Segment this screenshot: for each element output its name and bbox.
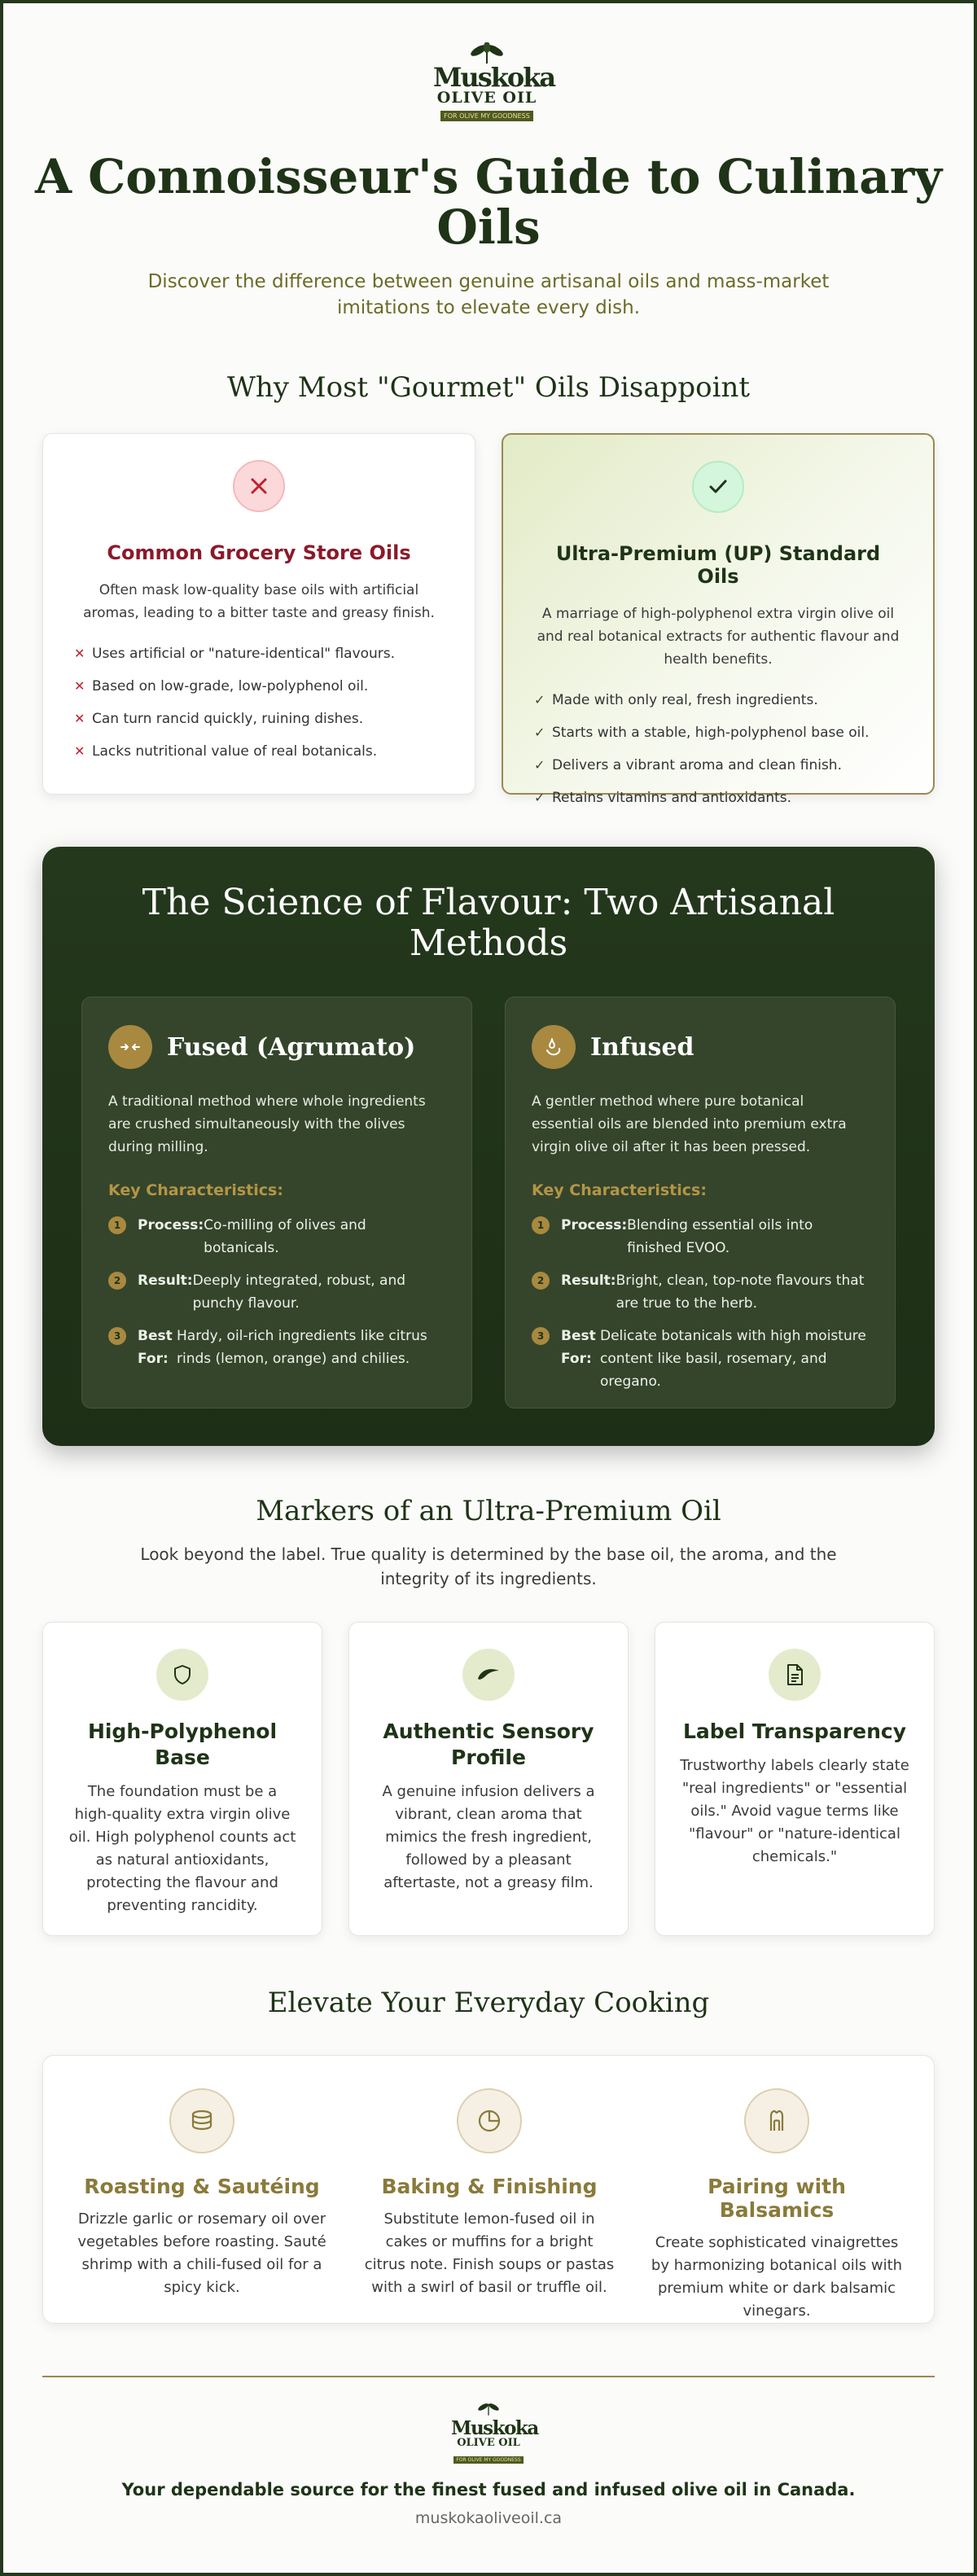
premium-oils-list <box>534 684 902 814</box>
characteristic-text: Bright, clean, top-note flavours that are true to the herb. <box>616 1273 865 1312</box>
premium-oils-card <box>502 433 935 806</box>
list-item-text: Can turn rancid quickly, ruining dishes. <box>92 711 364 727</box>
cooking-text: Substitute lemon-fused oil in cakes or muffins for a bright citrus note. Finish soups or pastas with a swirl of basil or truffle oil. <box>364 2210 615 2296</box>
fused-method-header <box>108 1025 445 1069</box>
characteristic-text: Co-milling of olives and botanicals. <box>204 1217 366 1256</box>
characteristic-text: Delicate botanicals with high moisture content like basil, rosemary, and oregano. <box>600 1328 866 1390</box>
characteristic-item <box>108 1325 445 1370</box>
science-section <box>42 847 935 1446</box>
premium-oils-description: A marriage of high-polyphenol extra virgin olive oil and real botanical extracts for authentic flavour and health benefits. <box>537 606 900 668</box>
wind-icon <box>462 1649 515 1701</box>
cooking-title: Pairing with Balsamics <box>708 2175 846 2222</box>
page-subtitle: Discover the difference between genuine artisanal oils and mass-market imitations to elevate every dish. <box>147 271 830 318</box>
x-mark-icon: ✕ <box>74 743 85 759</box>
grocery-oils-card <box>42 433 475 795</box>
marker-title: High-Polyphenol Base <box>87 1720 278 1769</box>
characteristic-label: Best For: <box>138 1328 173 1367</box>
marker-text: The foundation must be a high-quality extra virgin olive oil. High polyphenol counts act as natural antioxidants, protecting the flavour and preventing rancidity. <box>68 1783 296 1914</box>
infused-method-description: A gentler method where pure botanical essential oils are blended into premium extra virgin olive oil after it has been pressed. <box>532 1093 847 1155</box>
fused-characteristics-list <box>108 1214 445 1370</box>
list-item <box>534 716 902 749</box>
markers-intro: Look beyond the label. True quality is determined by the base oil, the aroma, and the integrity of its ingredients. <box>140 1544 837 1588</box>
markers-heading: Markers of an Ultra-Premium Oil <box>256 1495 721 1527</box>
characteristic-item <box>532 1269 869 1315</box>
marker-text: A genuine infusion delivers a vibrant, clean aroma that mimics the fresh ingredient, followed by a pleasant aftertaste, not a greasy film. <box>382 1783 595 1891</box>
logo-olive-oil: OLIVE OIL <box>436 89 537 107</box>
list-item-text: Uses artificial or "nature-identical" flavours. <box>92 646 396 662</box>
characteristic-item <box>108 1214 445 1260</box>
characteristic-label: Process: <box>138 1217 204 1233</box>
number-badge: 1 <box>108 1216 126 1234</box>
cooking-section <box>42 2055 935 2324</box>
marker-card-polyphenol <box>42 1622 322 1936</box>
key-characteristics-label: Key Characteristics: <box>532 1181 707 1199</box>
page-title: A Connoisseur's Guide to Culinary Oils <box>34 149 943 255</box>
characteristic-text: Blending essential oils into finished EVOO. <box>627 1217 813 1256</box>
marker-title: Authentic Sensory Profile <box>383 1720 594 1769</box>
footer-logo-olive-oil: OLIVE OIL <box>457 2437 520 2449</box>
olive-leaves-icon <box>472 2402 505 2416</box>
document-icon <box>769 1649 821 1701</box>
pie-icon <box>457 2088 522 2153</box>
characteristic-label: Process: <box>561 1217 628 1233</box>
checkmark-icon: ✓ <box>534 757 545 773</box>
footer-text: Your dependable source for the finest fused and infused olive oil in Canada. <box>121 2480 856 2499</box>
science-heading: The Science of Flavour: Two Artisanal Methods <box>142 882 835 964</box>
shield-icon <box>156 1649 208 1701</box>
x-mark-icon: ✕ <box>74 678 85 694</box>
infused-method-card <box>505 997 896 1408</box>
list-item <box>74 637 444 670</box>
number-badge: 2 <box>532 1272 550 1290</box>
list-item-text: Based on low-grade, low-polyphenol oil. <box>92 678 369 694</box>
list-item <box>74 670 444 703</box>
marker-card-label <box>655 1622 935 1936</box>
infused-characteristics-list <box>532 1214 869 1393</box>
list-item <box>534 684 902 716</box>
infused-method-header <box>532 1025 869 1069</box>
list-item <box>74 735 444 768</box>
marker-card-sensory <box>348 1622 629 1936</box>
droplet-hand-icon <box>532 1025 576 1069</box>
characteristic-item <box>532 1214 869 1260</box>
grocery-oils-description: Often mask low-quality base oils with artificial aromas, leading to a bitter taste and greasy finish. <box>83 582 435 621</box>
infused-method-title: Infused <box>590 1032 694 1062</box>
footer-divider <box>42 2376 935 2377</box>
premium-oils-title: Ultra-Premium (UP) Standard Oils <box>555 542 881 588</box>
characteristic-text: Hardy, oil-rich ingredients like citrus rinds (lemon, orange) and chilies. <box>177 1328 427 1367</box>
x-mark-icon: ✕ <box>74 711 85 726</box>
fused-method-card <box>81 997 472 1408</box>
key-characteristics-label: Key Characteristics: <box>108 1181 283 1199</box>
x-mark-icon: ✕ <box>74 646 85 661</box>
number-badge: 1 <box>532 1216 550 1234</box>
list-item-text: Starts with a stable, high-polyphenol base oil. <box>552 725 870 741</box>
list-item-text: Made with only real, fresh ingredients. <box>552 692 818 708</box>
grocery-oils-list <box>74 637 444 768</box>
characteristic-text: Deeply integrated, robust, and punchy flavour. <box>192 1273 406 1312</box>
brand-logo[interactable] <box>433 42 555 132</box>
marker-text: Trustworthy labels clearly state "real ingredients" or "essential oils." Avoid vague terms like "flavour" or "nature-identical chemicals." <box>680 1757 909 1865</box>
footer-logo-tagline: FOR OLIVE MY GOODNESS <box>453 2456 523 2464</box>
number-badge: 3 <box>532 1327 550 1345</box>
grocery-oils-title: Common Grocery Store Oils <box>107 541 411 564</box>
arrows-merge-icon <box>108 1025 152 1069</box>
fused-method-title: Fused (Agrumato) <box>167 1032 416 1062</box>
list-item <box>534 782 902 814</box>
fused-method-description: A traditional method where whole ingredients are crushed simultaneously with the olives during milling. <box>108 1093 426 1155</box>
number-badge: 2 <box>108 1272 126 1290</box>
list-item-text: Lacks nutritional value of real botanicals. <box>92 743 378 760</box>
characteristic-item <box>532 1325 869 1393</box>
cooking-heading: Elevate Your Everyday Cooking <box>267 1987 710 2019</box>
list-item-text: Retains vitamins and antioxidants. <box>552 790 792 806</box>
cooking-text: Create sophisticated vinaigrettes by harmonizing botanical oils with premium white or dark balsamic vinegars. <box>651 2234 903 2320</box>
list-item-text: Delivers a vibrant aroma and clean finish. <box>552 757 842 773</box>
cooking-text: Drizzle garlic or rosemary oil over vegetables before roasting. Sauté shrimp with a chili-fused oil for a spicy kick. <box>77 2210 326 2296</box>
check-icon <box>692 461 744 513</box>
checkmark-icon: ✓ <box>534 725 545 740</box>
cooking-item-balsamics <box>651 2088 903 2323</box>
characteristic-item <box>108 1269 445 1315</box>
marker-title: Label Transparency <box>682 1720 907 1743</box>
footer-logo-brand: Muskoka <box>451 2417 538 2439</box>
list-item <box>534 749 902 782</box>
cooking-title: Roasting & Sautéing <box>84 2175 320 2198</box>
checkmark-icon: ✓ <box>534 692 545 708</box>
footer-url-link[interactable]: muskokaoliveoil.ca <box>414 2509 563 2527</box>
characteristic-label: Best For: <box>561 1328 596 1367</box>
cooking-title: Baking & Finishing <box>381 2175 598 2198</box>
pan-icon <box>169 2088 234 2153</box>
characteristic-label: Result: <box>138 1273 193 1289</box>
number-badge: 3 <box>108 1327 126 1345</box>
bottle-icon <box>744 2088 809 2153</box>
checkmark-icon: ✓ <box>534 790 545 805</box>
logo-brand: Muskoka <box>433 62 555 93</box>
characteristic-label: Result: <box>561 1273 616 1289</box>
cooking-item-roasting <box>76 2088 328 2299</box>
comparison-heading: Why Most "Gourmet" Oils Disappoint <box>226 371 751 404</box>
logo-tagline: FOR OLIVE MY GOODNESS <box>440 111 533 121</box>
list-item <box>74 703 444 735</box>
x-icon <box>233 460 285 512</box>
cooking-item-baking <box>363 2088 616 2299</box>
footer-logo[interactable] <box>451 2402 538 2464</box>
